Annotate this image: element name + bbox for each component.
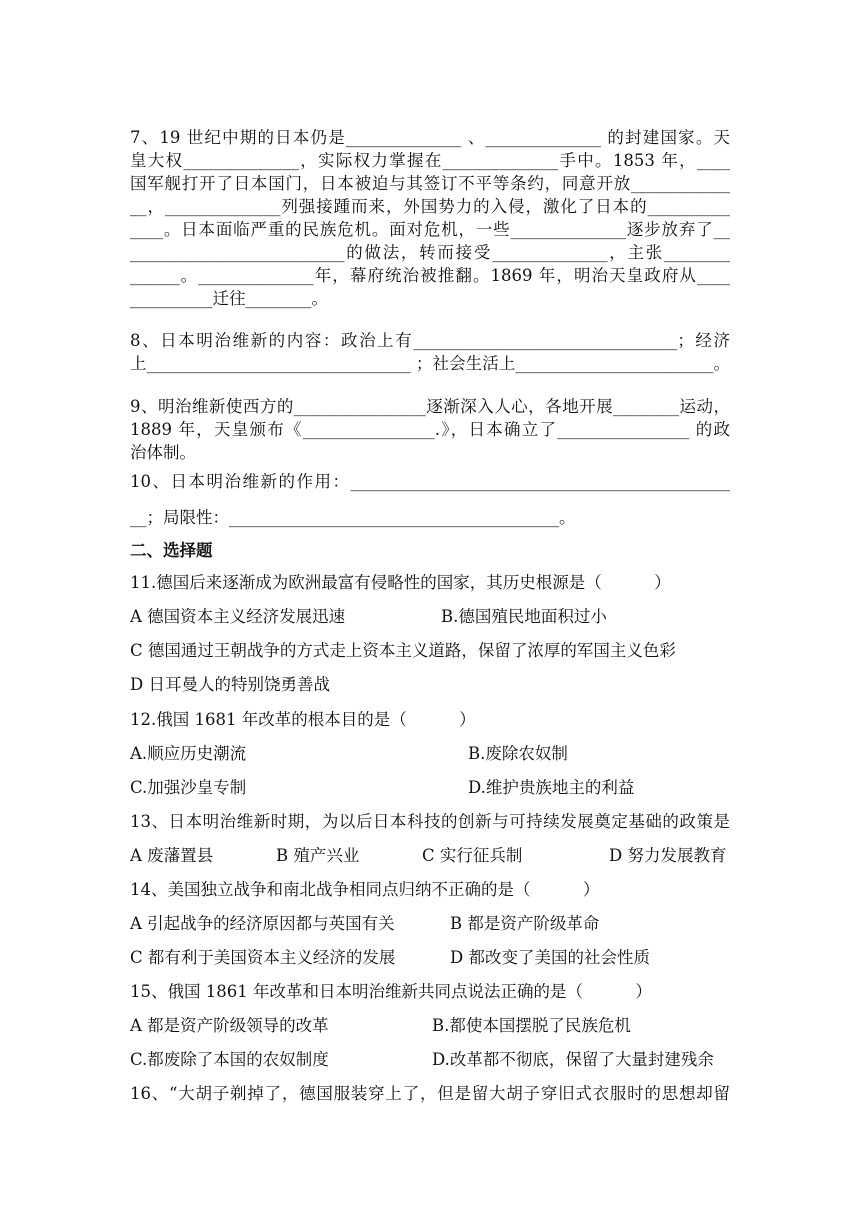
question-12-option-c: C.加强沙皇专制 [130, 778, 247, 797]
question-14-option-a: A 引起战争的经济原因都与英国有关 [130, 914, 395, 933]
question-16-stem: 16、“大胡子剃掉了，德国服装穿上了，但是留大胡子穿旧式衣服时的思想却留 [130, 1084, 730, 1103]
question-9-line-1: 9、明治维新使西方的________________逐渐深入人心，各地开展________运动， [130, 397, 730, 416]
question-12-stem: 12.俄国 1681 年改革的根本目的是（ ） [130, 710, 476, 729]
question-12-option-d: D.维护贵族地主的利益 [468, 778, 635, 797]
question-11-stem: 11.德国后来逐渐成为欧洲最富有侵略性的国家，其历史根源是（ ） [130, 573, 671, 592]
question-7-line-8: __________迁往________。 [130, 289, 328, 308]
question-11-option-c: C 德国通过王朝战争的方式走上资本主义道路，保留了浓厚的军国主义色彩 [130, 641, 676, 660]
question-15-option-d: D.改革都不彻底，保留了大量封建残余 [432, 1050, 714, 1069]
question-12-option-b: B.废除农奴制 [468, 744, 568, 763]
question-10-line-1: 10、日本明治维新的作用：______________________________________________ [130, 472, 730, 491]
question-14-option-d: D 都改变了美国的社会性质 [450, 948, 650, 967]
question-9-line-2: 1889 年，天皇颁布《________________.》，日本确立了________________ 的政 [130, 420, 730, 439]
question-13-option-b: B 殖产兴业 [276, 846, 360, 865]
question-7-line-6: __________________________的做法，转而接受______________，主张________ [130, 243, 730, 262]
question-7-line-4: __，______________列强接踵而来，外国势力的入侵，激化了日本的__________ [130, 197, 730, 216]
question-14-stem: 14、美国独立战争和南北战争相同点归纳不正确的是（ ） [130, 880, 600, 899]
question-7-line-7: ______。______________年，幕府统治被推翻。1869 年，明治天皇政府从____ [130, 266, 730, 285]
question-7-line-1: 7、19 世纪中期的日本仍是______________ 、______________ 的封建国家。天 [130, 128, 730, 147]
question-9-line-3: 治体制。 [130, 443, 196, 462]
section-2-heading: 二、选择题 [130, 541, 213, 560]
question-15-stem: 15、俄国 1861 年改革和日本明治维新共同点说法正确的是（ ） [130, 982, 652, 1001]
question-15-option-b: B.都使本国摆脱了民族危机 [432, 1016, 631, 1035]
question-13-option-d: D 努力发展教育 [609, 846, 727, 865]
question-13-stem: 13、日本明治维新时期，为以后日本科技的创新与可持续发展奠定基础的政策是 [130, 812, 730, 831]
question-7-line-3: 国军舰打开了日本国门，日本被迫与其签订不平等条约，同意开放____________ [130, 174, 730, 193]
question-7-line-2: 皇大权______________，实际权力掌握在______________手中。1853 年，____ [130, 151, 730, 170]
question-14-option-b: B 都是资产阶级革命 [450, 914, 600, 933]
question-8-line-1: 8、日本明治维新的内容：政治上有________________________________；经济 [130, 331, 730, 350]
question-11-option-b: B.德国殖民地面积过小 [441, 607, 607, 626]
question-15-option-c: C.都废除了本国的农奴制度 [130, 1050, 329, 1069]
question-13-option-c: C 实行征兵制 [422, 846, 523, 865]
question-7-line-5: ____。日本面临严重的民族危机。面对危机，一些______________逐步放弃了__ [130, 220, 730, 239]
question-12-option-a: A.顺应历史潮流 [130, 744, 247, 763]
question-15-option-a: A 都是资产阶级领导的改革 [130, 1016, 329, 1035]
question-8-line-2: 上________________________________ ；社会生活上________________________。 [130, 354, 730, 373]
question-14-option-c: C 都有利于美国资本主义经济的发展 [130, 948, 396, 967]
question-10-line-2: __；局限性：________________________________________。 [130, 508, 576, 527]
question-13-option-a: A 废藩置县 [130, 846, 214, 865]
question-11-option-d: D 日耳曼人的特别饶勇善战 [130, 675, 330, 694]
question-11-option-a: A 德国资本主义经济发展迅速 [130, 607, 346, 626]
